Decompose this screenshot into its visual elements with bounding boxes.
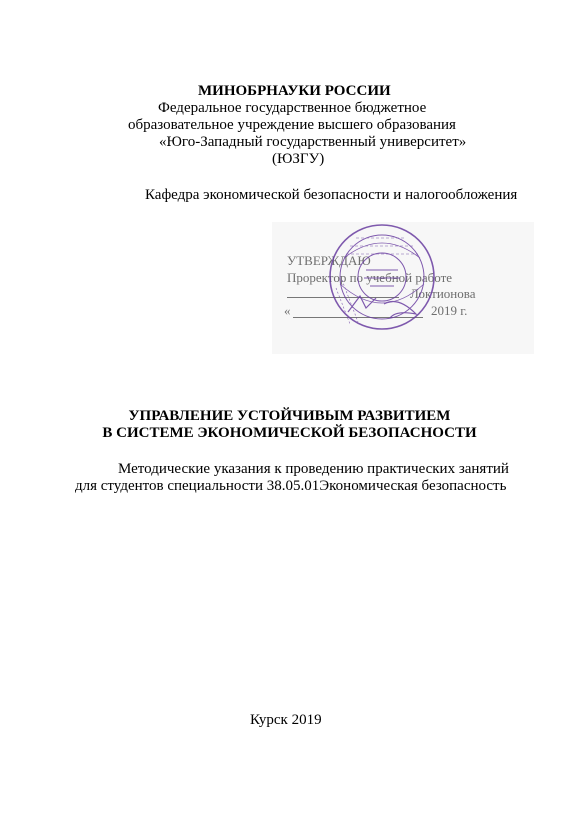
document-title-line2: В СИСТЕМЕ ЭКОНОМИЧЕСКОЙ БЕЗОПАСНОСТИ — [102, 425, 477, 441]
ministry-name: МИНОБРНАУКИ РОССИИ — [198, 83, 391, 99]
approval-date-year: 2019 г. — [431, 303, 468, 318]
approval-position: Проректор по учебной работе — [287, 270, 453, 285]
university-name: «Юго-Западный государственный университет» — [159, 134, 467, 150]
document-subtitle-line1: Методические указания к проведению практических занятий — [118, 461, 509, 477]
approval-heading: УТВЕРЖДАЮ — [287, 253, 371, 268]
department-name: Кафедра экономической безопасности и налогообложения — [145, 187, 518, 203]
document-subtitle-line2: для студентов специальности 38.05.01Экономическая безопасность — [75, 478, 507, 494]
city-year: Курск 2019 — [250, 712, 322, 728]
university-abbreviation: (ЮЗГУ) — [272, 151, 325, 167]
official-stamp — [326, 218, 438, 336]
document-title-line1: УПРАВЛЕНИЕ УСТОЙЧИВЫМ РАЗВИТИЕМ — [128, 408, 451, 424]
organization-type-line2: образовательное учреждение высшего образования — [128, 117, 456, 133]
approval-date-open: « — [284, 303, 291, 318]
organization-type-line1: Федеральное государственное бюджетное — [158, 100, 427, 116]
signatory-name: Локтионова — [410, 286, 476, 301]
